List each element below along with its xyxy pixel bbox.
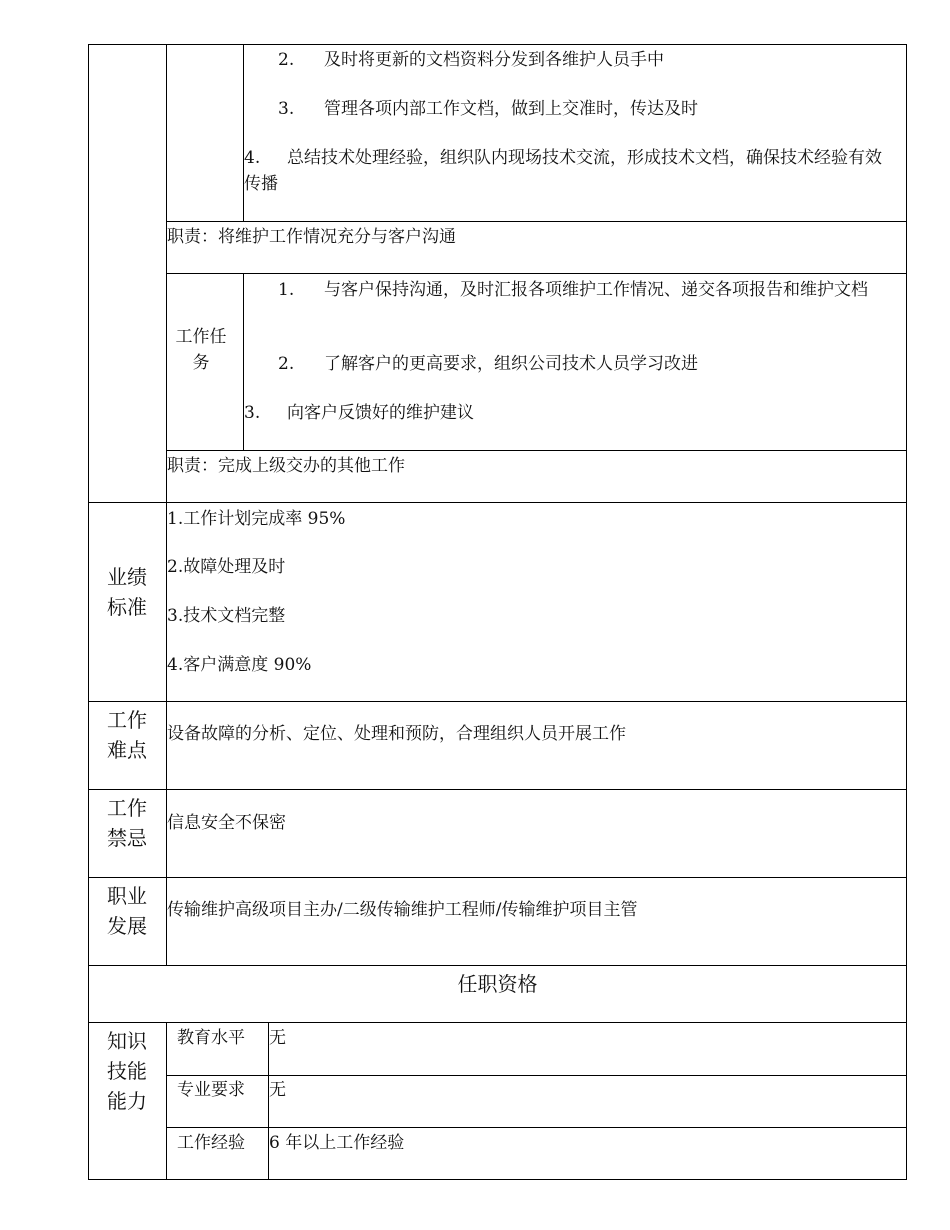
table-border-left <box>88 44 89 1180</box>
row-divider <box>166 1127 907 1128</box>
row-divider <box>88 877 907 878</box>
table-border-bottom <box>88 1179 907 1180</box>
qualification-group-label: 知识技能能力 <box>107 1029 147 1113</box>
task-item-text: 了解客户的更高要求，组织公司技术人员学习改进 <box>324 354 698 374</box>
task-item-text: 管理各项内部工作文档，做到上交准时，传达及时 <box>324 99 698 119</box>
task-item <box>244 400 474 426</box>
career-label: 职业发展 <box>107 884 147 938</box>
taboo-label: 工作禁忌 <box>107 796 147 850</box>
row-divider <box>88 502 907 503</box>
qualification-row-value: 无 <box>269 1080 286 1100</box>
qualification-row-value: 无 <box>269 1028 286 1048</box>
performance-item: 1.工作计划完成率 95% <box>167 509 346 529</box>
performance-item: 2.故障处理及时 <box>167 557 286 577</box>
task-label: 工作任务 <box>175 327 227 373</box>
task-item <box>278 351 698 377</box>
row-divider <box>166 450 907 451</box>
qualification-row-label: 专业要求 <box>177 1080 245 1100</box>
row-divider <box>166 221 907 222</box>
task-item-number: 3. <box>278 99 295 119</box>
difficulty-label: 工作难点 <box>107 708 147 762</box>
duty-label: 职责：完成上级交办的其他工作 <box>167 456 405 476</box>
task-item-text: 与客户保持沟通，及时汇报各项维护工作情况、递交各项报告和维护文档 <box>324 280 868 300</box>
row-divider <box>88 701 907 702</box>
career-text: 传输维护高级项目主办/二级传输维护工程师/传输维护项目主管 <box>167 900 638 920</box>
performance-item: 4.客户满意度 90% <box>167 655 312 675</box>
qualification-title: 任职资格 <box>457 972 538 996</box>
difficulty-text: 设备故障的分析、定位、处理和预防，合理组织人员开展工作 <box>167 724 626 744</box>
task-item <box>244 145 890 197</box>
task-item-text: 总结技术处理经验，组织队内现场技术交流，形成技术文档，确保技术经验有效传播 <box>244 148 882 194</box>
qualification-row-value: 6 年以上工作经验 <box>269 1133 405 1153</box>
qualification-row-label: 工作经验 <box>177 1133 245 1153</box>
row-divider <box>166 1075 907 1076</box>
task-item <box>278 47 664 73</box>
task-item-number: 4. <box>244 148 261 168</box>
column-divider <box>166 1022 167 1180</box>
task-item <box>278 277 890 303</box>
task-item-number: 2. <box>278 354 295 374</box>
row-divider <box>88 1022 907 1023</box>
task-item-number: 2. <box>278 50 295 70</box>
qualification-row-label: 教育水平 <box>177 1028 245 1048</box>
task-item-text: 及时将更新的文档资料分发到各维护人员手中 <box>324 50 664 70</box>
row-divider <box>166 273 907 274</box>
table-border-right <box>906 44 907 1180</box>
row-divider <box>88 789 907 790</box>
task-item-text: 向客户反馈好的维护建议 <box>287 403 474 423</box>
task-item <box>278 96 698 122</box>
taboo-text: 信息安全不保密 <box>167 813 286 833</box>
performance-item: 3.技术文档完整 <box>167 606 286 626</box>
task-item-number: 3. <box>244 403 261 423</box>
table-border-top <box>88 44 907 45</box>
task-item-number: 1. <box>278 280 295 300</box>
row-divider <box>88 965 907 966</box>
performance-label: 业绩标准 <box>107 565 147 619</box>
duty-label: 职责：将维护工作情况充分与客户沟通 <box>167 227 456 247</box>
